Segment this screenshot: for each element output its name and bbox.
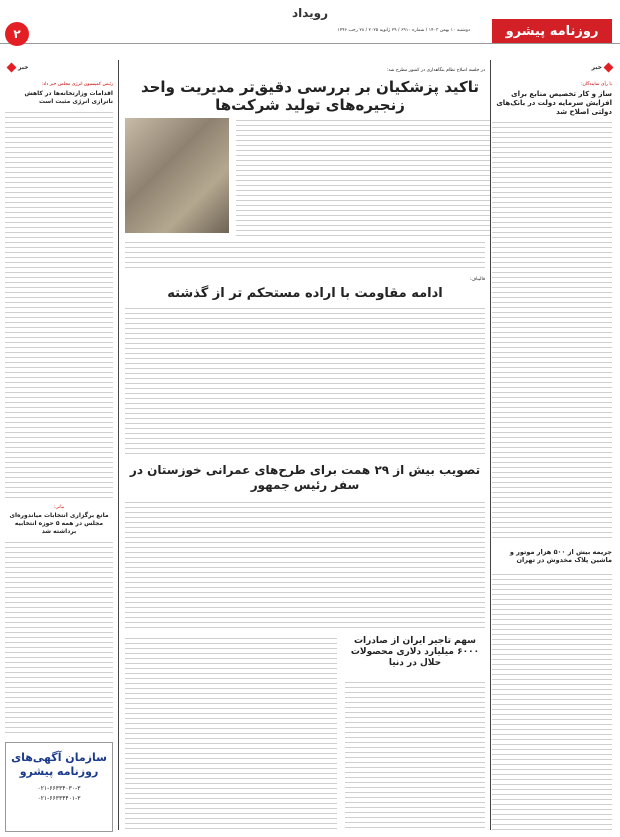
main-headline: تاکید پزشکیان بر بررسی دقیق‌تر مدیریت واحد زنجیره‌های تولید شرکت‌ها [140,78,480,114]
ad-phone: ۰۲۱-۶۶۳۳۴۰۳۰-۳ [37,785,81,792]
headline: مانع برگزاری انتخابات میاندوره‌ای مجلس در همه ۵ حوزه انتخابیه برداشته شد [9,512,109,535]
kicker: رئیس کمیسیون انرژی مجلس خبر داد: [41,82,113,87]
column-label-news-left [8,64,29,71]
article-body [492,572,612,832]
article-body [125,636,337,830]
headline: اقدامات وزارتخانه‌ها در کاهش ناترازی انرژی مثبت است [24,90,113,105]
headline: ساز و کار تخصیص منابع برای افزایش سرمایه دولت در بانک‌های دولتی اصلاح شد [496,90,612,116]
column-label-text: خبر [591,64,602,71]
ad-phone: ۰۲۱-۶۶۳۳۴۴۰۱-۳ [37,795,81,802]
meeting-photo [125,118,229,233]
section-title: رویداد [291,6,329,20]
ad-box [5,742,113,832]
dateline: دوشنبه ۱۰ بهمن ۱۴۰۳ / شماره ۶۹۱۰ / ۲۹ ژانویه ۲۰۲۵ / ۲۸ رجب ۱۴۴۶ [337,28,470,33]
column-label-text: خبر [18,64,29,71]
article-body [5,110,113,500]
chevron-icon [7,63,17,73]
kicker: در جلسه اصلاح نظام بنگاهداری در کشور مطرح شد: [386,68,485,73]
headline: جریمه بیش از ۵۰۰ هزار موتور و ماشین پلاک مخدوش در تهران [509,548,612,564]
kicker: بیانی: [53,505,65,510]
article-body [5,540,113,735]
article-body [492,120,612,540]
divider [490,60,491,830]
article-body [236,118,490,238]
divider [118,60,119,830]
headline: تصویب بیش از ۲۹ همت برای طرح‌های عمرانی خوزستان در سفر رئیس جمهور [129,463,481,492]
headline: ادامه مقاومت با اراده مستحکم تر از گذشته [167,286,443,301]
article-body [125,500,485,630]
chevron-icon [604,63,614,73]
article-body [125,240,485,272]
article-body [125,306,485,456]
ad-title: سازمان آگهی‌های روزنامه پیشرو [11,751,107,778]
newspaper-logo: روزنامه پیشرو [492,19,612,43]
column-label-news [591,64,612,71]
page-number: ۲ [5,22,29,46]
headline: سهم تاجیر ایران از صادرات ۶۰۰۰ میلیارد دلاری محصولات حلال در دنیا [350,636,480,668]
kicker: با رأی نمایندگان: [581,82,612,87]
kicker: قالیباف: [469,277,485,282]
article-body [345,680,485,830]
